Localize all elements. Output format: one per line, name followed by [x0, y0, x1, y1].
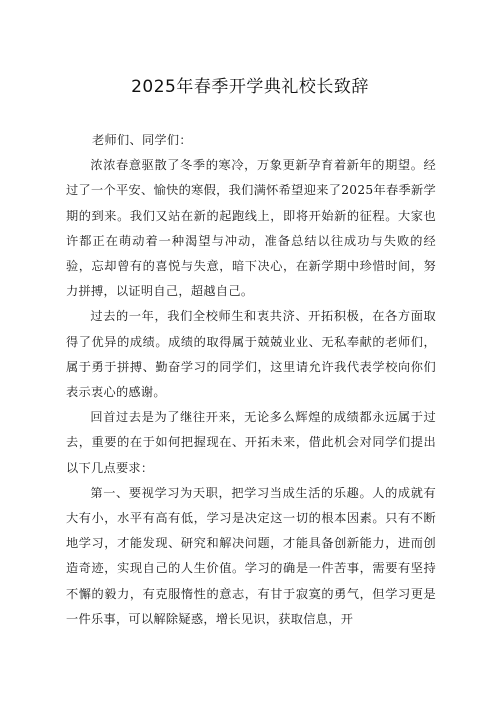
document-title: 2025年春季开学典礼校长致辞	[131, 77, 369, 97]
paragraph-3: 回首过去是为了继往开来，无论多么辉煌的成绩都永远属于过去，重要的在于如何把握现在、开拓未来，借此机会对同学们提出以下几点要求：	[66, 410, 436, 475]
paragraph-4: 第一、要视学习为天职，把学习当成生活的乐趣。人的成就有大有小，水平有高有低，学习是决定这一切的根本因素。只有不断地学习，才能发现、研究和解决问题，才能具备创新能力，进而创造奇迹，实现自己的人生价值。学习的确是一件苦事，需要有坚持不懈的毅力，有克服惰性的意志，有甘于寂寞的勇气，但学习更是一件乐事，可以解除疑惑，增长见识，获取信息，开	[66, 485, 436, 626]
salutation: 老师们、同学们：	[92, 133, 192, 147]
paragraph-2: 过去的一年，我们全校师生和衷共济、开拓积极，在各方面取得了优异的成绩。成绩的取得属于兢兢业业、无私奉献的老师们，属于勇于拼搏、勤奋学习的同学们，这里请允许我代表学校向你们表示衷心的感谢。	[66, 309, 436, 400]
paragraph-1: 浓浓春意驱散了冬季的寒冷，万象更新孕育着新年的期望。经过了一个平安、愉快的寒假，我们满怀希望迎来了2025年春季新学期的到来。我们又站在新的起跑线上，即将开始新的征程。大家也许都正在萌动着一种渴望与冲动，准备总结以往成功与失败的经验，忘却曾有的喜悦与失意，暗下决心，在新学期中珍惜时间，努力拼搏，以证明自己，超越自己。	[66, 158, 436, 299]
document-body	[66, 128, 436, 632]
